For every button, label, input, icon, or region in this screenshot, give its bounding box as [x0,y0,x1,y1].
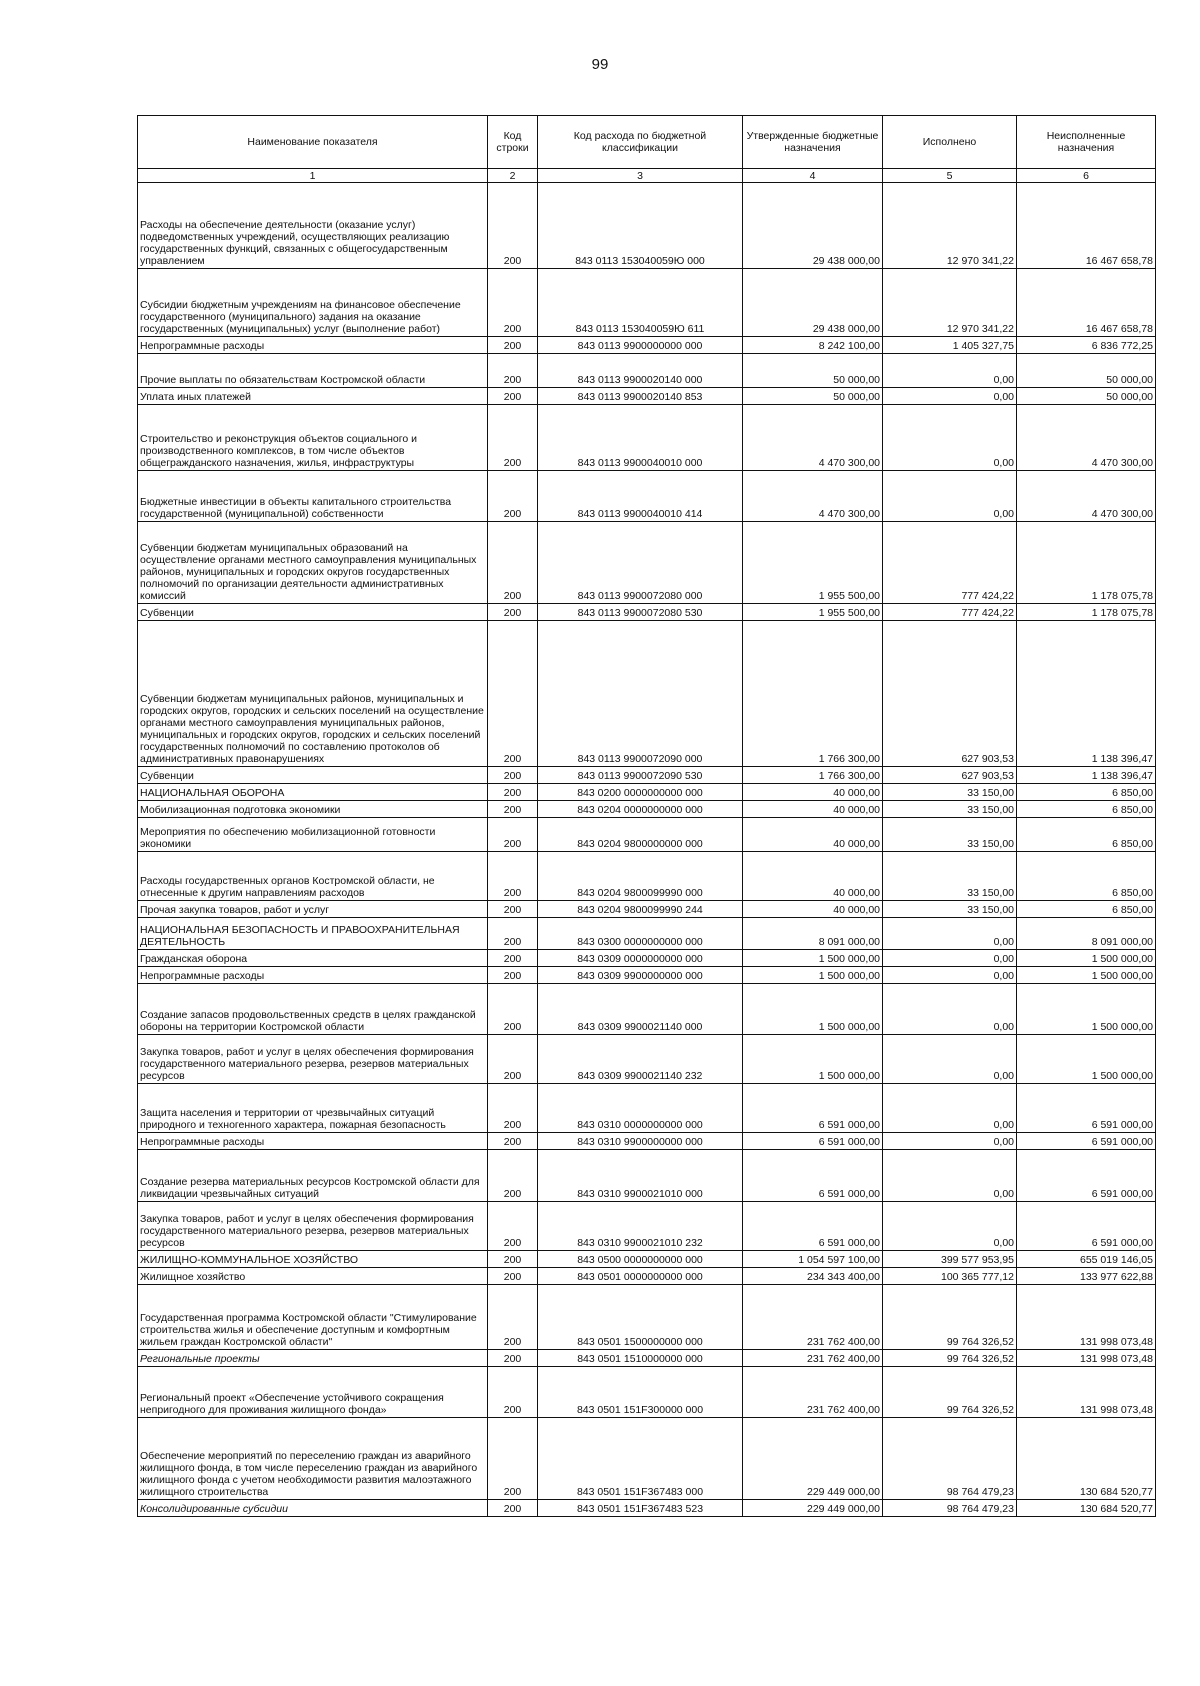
row-unexecuted-amount: 6 850,00 [1017,784,1156,801]
row-unexecuted-amount: 16 467 658,78 [1017,183,1156,269]
table-header-row [138,116,1156,169]
row-unexecuted-amount: 1 500 000,00 [1017,950,1156,967]
row-budget-code: 843 0113 9900072090 530 [538,767,743,784]
row-approved-amount: 6 591 000,00 [743,1202,883,1251]
row-indicator-name: Бюджетные инвестиции в объекты капитального строительства государственной (муниципальной) собственности [138,471,488,522]
row-budget-code: 843 0309 9900021140 000 [538,984,743,1035]
row-budget-code: 843 0113 9900040010 000 [538,405,743,471]
table-row [138,918,1156,950]
row-budget-code: 843 0113 9900000000 000 [538,337,743,354]
row-approved-amount: 8 091 000,00 [743,918,883,950]
row-code: 200 [488,967,538,984]
row-budget-code: 843 0113 153040059Ю 611 [538,269,743,337]
row-executed-amount: 33 150,00 [883,801,1017,818]
row-budget-code: 843 0310 9900021010 232 [538,1202,743,1251]
row-executed-amount: 99 764 326,52 [883,1367,1017,1418]
row-executed-amount: 627 903,53 [883,621,1017,767]
header-approved-appropriations: Утвержденные бюджетные назначения [743,116,883,169]
table-row [138,801,1156,818]
table-row [138,1202,1156,1251]
row-executed-amount: 99 764 326,52 [883,1285,1017,1350]
row-indicator-name: НАЦИОНАЛЬНАЯ ОБОРОНА [138,784,488,801]
row-code: 200 [488,405,538,471]
row-approved-amount: 40 000,00 [743,818,883,852]
row-budget-code: 843 0501 151F367483 523 [538,1500,743,1517]
table-row [138,388,1156,405]
row-approved-amount: 231 762 400,00 [743,1285,883,1350]
row-indicator-name: Создание резерва материальных ресурсов Костромской области для ликвидации чрезвычайных ситуаций [138,1150,488,1202]
row-budget-code: 843 0204 9800000000 000 [538,818,743,852]
row-unexecuted-amount: 6 591 000,00 [1017,1150,1156,1202]
row-code: 200 [488,388,538,405]
row-indicator-name: Прочая закупка товаров, работ и услуг [138,901,488,918]
row-code: 200 [488,1133,538,1150]
column-number: 2 [488,169,538,183]
row-unexecuted-amount: 133 977 622,88 [1017,1268,1156,1285]
row-executed-amount: 98 764 479,23 [883,1418,1017,1500]
row-approved-amount: 40 000,00 [743,901,883,918]
table-row [138,1285,1156,1350]
row-approved-amount: 231 762 400,00 [743,1350,883,1367]
row-code: 200 [488,818,538,852]
row-executed-amount: 99 764 326,52 [883,1350,1017,1367]
row-executed-amount: 0,00 [883,984,1017,1035]
table-row [138,1418,1156,1500]
row-executed-amount: 0,00 [883,1035,1017,1084]
row-approved-amount: 4 470 300,00 [743,471,883,522]
table-row [138,1268,1156,1285]
row-indicator-name: Непрограммные расходы [138,967,488,984]
row-indicator-name: Непрограммные расходы [138,1133,488,1150]
row-indicator-name: Субвенции бюджетам муниципальных образований на осуществление органами местного самоуправления муниципальных районов, муниципальных и городских округов государственных полномочий по организации деятельности административных комиссий [138,522,488,604]
row-executed-amount: 0,00 [883,1202,1017,1251]
row-budget-code: 843 0501 0000000000 000 [538,1268,743,1285]
table-row [138,1084,1156,1133]
row-unexecuted-amount: 6 591 000,00 [1017,1084,1156,1133]
row-code: 200 [488,784,538,801]
row-approved-amount: 1 500 000,00 [743,950,883,967]
row-approved-amount: 50 000,00 [743,354,883,388]
row-budget-code: 843 0113 9900072080 000 [538,522,743,604]
row-code: 200 [488,354,538,388]
row-budget-code: 843 0501 1510000000 000 [538,1350,743,1367]
table-row [138,1133,1156,1150]
table-row [138,784,1156,801]
row-budget-code: 843 0501 151F367483 000 [538,1418,743,1500]
row-indicator-name: Субвенции [138,604,488,621]
row-approved-amount: 6 591 000,00 [743,1150,883,1202]
row-executed-amount: 0,00 [883,950,1017,967]
row-budget-code: 843 0309 9900000000 000 [538,967,743,984]
row-indicator-name: Субвенции бюджетам муниципальных районов, муниципальных и городских округов, городских и сельских поселений на осуществление органами местного самоуправления муниципальных районов, муниципальных и городских округов, городских и сельских поселений государственных полномочий по составлению протоколов об административных правонарушениях [138,621,488,767]
row-budget-code: 843 0113 9900072090 000 [538,621,743,767]
table-row [138,183,1156,269]
table-row [138,405,1156,471]
row-unexecuted-amount: 6 850,00 [1017,818,1156,852]
row-approved-amount: 40 000,00 [743,852,883,901]
table-row [138,950,1156,967]
row-executed-amount: 0,00 [883,1150,1017,1202]
row-indicator-name: Расходы государственных органов Костромской области, не отнесенные к другим направлениям расходов [138,852,488,901]
row-executed-amount: 33 150,00 [883,818,1017,852]
row-approved-amount: 229 449 000,00 [743,1500,883,1517]
row-code: 200 [488,801,538,818]
row-budget-code: 843 0113 9900020140 000 [538,354,743,388]
table-row [138,604,1156,621]
row-approved-amount: 231 762 400,00 [743,1367,883,1418]
row-code: 200 [488,269,538,337]
row-executed-amount: 12 970 341,22 [883,183,1017,269]
row-budget-code: 843 0310 9900021010 000 [538,1150,743,1202]
row-approved-amount: 6 591 000,00 [743,1133,883,1150]
row-code: 200 [488,1035,538,1084]
row-executed-amount: 777 424,22 [883,604,1017,621]
row-approved-amount: 234 343 400,00 [743,1268,883,1285]
row-indicator-name: Создание запасов продовольственных средств в целях гражданской обороны на территории Костромской области [138,984,488,1035]
row-code: 200 [488,1268,538,1285]
row-budget-code: 843 0310 9900000000 000 [538,1133,743,1150]
column-number: 6 [1017,169,1156,183]
row-code: 200 [488,1500,538,1517]
row-indicator-name: Субсидии бюджетным учреждениям на финансовое обеспечение государственного (муниципального) задания на оказание государственных (муниципальных) услуг (выполнение работ) [138,269,488,337]
row-budget-code: 843 0501 151F300000 000 [538,1367,743,1418]
column-numbers-row [138,169,1156,183]
header-indicator-name: Наименование показателя [138,116,488,169]
table-row [138,1251,1156,1268]
row-code: 200 [488,1285,538,1350]
row-unexecuted-amount: 6 591 000,00 [1017,1202,1156,1251]
row-indicator-name: Региональные проекты [138,1350,488,1367]
table-row [138,984,1156,1035]
row-unexecuted-amount: 1 500 000,00 [1017,984,1156,1035]
row-executed-amount: 0,00 [883,388,1017,405]
row-indicator-name: Субвенции [138,767,488,784]
row-indicator-name: Гражданская оборона [138,950,488,967]
row-code: 200 [488,337,538,354]
row-unexecuted-amount: 6 591 000,00 [1017,1133,1156,1150]
row-executed-amount: 0,00 [883,1084,1017,1133]
row-indicator-name: Прочие выплаты по обязательствам Костромской области [138,354,488,388]
row-budget-code: 843 0204 9800099990 000 [538,852,743,901]
row-approved-amount: 1 500 000,00 [743,1035,883,1084]
row-approved-amount: 40 000,00 [743,801,883,818]
row-budget-code: 843 0310 0000000000 000 [538,1084,743,1133]
table-row [138,1500,1156,1517]
column-number: 5 [883,169,1017,183]
row-code: 200 [488,852,538,901]
table-row [138,1350,1156,1367]
row-executed-amount: 0,00 [883,405,1017,471]
row-executed-amount: 12 970 341,22 [883,269,1017,337]
row-approved-amount: 1 500 000,00 [743,967,883,984]
table-row [138,621,1156,767]
row-budget-code: 843 0501 1500000000 000 [538,1285,743,1350]
row-code: 200 [488,1150,538,1202]
row-code: 200 [488,522,538,604]
table-row [138,767,1156,784]
row-executed-amount: 33 150,00 [883,852,1017,901]
row-code: 200 [488,604,538,621]
row-unexecuted-amount: 4 470 300,00 [1017,471,1156,522]
row-unexecuted-amount: 6 850,00 [1017,852,1156,901]
row-executed-amount: 777 424,22 [883,522,1017,604]
row-indicator-name: Уплата иных платежей [138,388,488,405]
row-approved-amount: 1 766 300,00 [743,767,883,784]
row-executed-amount: 399 577 953,95 [883,1251,1017,1268]
row-approved-amount: 50 000,00 [743,388,883,405]
row-executed-amount: 33 150,00 [883,901,1017,918]
row-indicator-name: Закупка товаров, работ и услуг в целях обеспечения формирования государственного материального резерва, резервов материальных ресурсов [138,1202,488,1251]
row-indicator-name: Региональный проект «Обеспечение устойчивого сокращения непригодного для проживания жилищного фонда» [138,1367,488,1418]
row-code: 200 [488,1202,538,1251]
row-executed-amount: 0,00 [883,918,1017,950]
row-indicator-name: Непрограммные расходы [138,337,488,354]
row-approved-amount: 4 470 300,00 [743,405,883,471]
table-row [138,522,1156,604]
row-unexecuted-amount: 1 500 000,00 [1017,1035,1156,1084]
row-executed-amount: 0,00 [883,1133,1017,1150]
table-row [138,1150,1156,1202]
row-approved-amount: 1 500 000,00 [743,984,883,1035]
row-budget-code: 843 0309 9900021140 232 [538,1035,743,1084]
row-unexecuted-amount: 16 467 658,78 [1017,269,1156,337]
header-executed: Исполнено [883,116,1017,169]
row-budget-code: 843 0113 153040059Ю 000 [538,183,743,269]
row-unexecuted-amount: 1 138 396,47 [1017,621,1156,767]
table-row [138,1035,1156,1084]
row-executed-amount: 100 365 777,12 [883,1268,1017,1285]
row-approved-amount: 1 955 500,00 [743,604,883,621]
row-code: 200 [488,621,538,767]
table-row [138,337,1156,354]
table-row [138,354,1156,388]
row-code: 200 [488,1084,538,1133]
row-unexecuted-amount: 6 850,00 [1017,801,1156,818]
row-unexecuted-amount: 1 138 396,47 [1017,767,1156,784]
column-number: 4 [743,169,883,183]
row-executed-amount: 627 903,53 [883,767,1017,784]
row-approved-amount: 29 438 000,00 [743,183,883,269]
row-unexecuted-amount: 1 178 075,78 [1017,522,1156,604]
row-unexecuted-amount: 131 998 073,48 [1017,1367,1156,1418]
row-unexecuted-amount: 1 178 075,78 [1017,604,1156,621]
row-unexecuted-amount: 4 470 300,00 [1017,405,1156,471]
row-budget-code: 843 0500 0000000000 000 [538,1251,743,1268]
row-code: 200 [488,767,538,784]
table-row [138,471,1156,522]
row-approved-amount: 229 449 000,00 [743,1418,883,1500]
row-indicator-name: Закупка товаров, работ и услуг в целях обеспечения формирования государственного материального резерва, резервов материальных ресурсов [138,1035,488,1084]
row-code: 200 [488,984,538,1035]
row-code: 200 [488,1418,538,1500]
header-unexecuted-appropriations: Неисполненные назначения [1017,116,1156,169]
row-code: 200 [488,950,538,967]
row-code: 200 [488,1251,538,1268]
row-indicator-name: Мобилизационная подготовка экономики [138,801,488,818]
table-row [138,852,1156,901]
row-indicator-name: Мероприятия по обеспечению мобилизационной готовности экономики [138,818,488,852]
row-approved-amount: 1 054 597 100,00 [743,1251,883,1268]
row-unexecuted-amount: 50 000,00 [1017,388,1156,405]
row-indicator-name: Расходы на обеспечение деятельности (оказание услуг) подведомственных учреждений, осуществляющих реализацию государственных функций, связанных с общегосударственным управлением [138,183,488,269]
row-indicator-name: НАЦИОНАЛЬНАЯ БЕЗОПАСНОСТЬ И ПРАВООХРАНИТЕЛЬНАЯ ДЕЯТЕЛЬНОСТЬ [138,918,488,950]
table-row [138,967,1156,984]
table-row [138,269,1156,337]
budget-report-table [137,115,1156,1517]
row-code: 200 [488,918,538,950]
row-unexecuted-amount: 655 019 146,05 [1017,1251,1156,1268]
column-number: 3 [538,169,743,183]
row-indicator-name: Защита населения и территории от чрезвычайных ситуаций природного и техногенного характера, пожарная безопасность [138,1084,488,1133]
row-unexecuted-amount: 8 091 000,00 [1017,918,1156,950]
row-approved-amount: 40 000,00 [743,784,883,801]
row-budget-code: 843 0113 9900072080 530 [538,604,743,621]
row-unexecuted-amount: 130 684 520,77 [1017,1500,1156,1517]
page-number: 99 [591,56,609,73]
row-executed-amount: 0,00 [883,471,1017,522]
column-number: 1 [138,169,488,183]
row-unexecuted-amount: 131 998 073,48 [1017,1285,1156,1350]
row-code: 200 [488,471,538,522]
row-approved-amount: 6 591 000,00 [743,1084,883,1133]
row-executed-amount: 98 764 479,23 [883,1500,1017,1517]
row-indicator-name: Жилищное хозяйство [138,1268,488,1285]
row-approved-amount: 29 438 000,00 [743,269,883,337]
row-executed-amount: 0,00 [883,354,1017,388]
row-unexecuted-amount: 50 000,00 [1017,354,1156,388]
row-unexecuted-amount: 6 836 772,25 [1017,337,1156,354]
row-budget-code: 843 0309 0000000000 000 [538,950,743,967]
row-code: 200 [488,1350,538,1367]
row-code: 200 [488,183,538,269]
row-budget-code: 843 0204 9800099990 244 [538,901,743,918]
row-executed-amount: 0,00 [883,967,1017,984]
row-executed-amount: 1 405 327,75 [883,337,1017,354]
row-budget-code: 843 0300 0000000000 000 [538,918,743,950]
table-row [138,1367,1156,1418]
table-row [138,818,1156,852]
row-budget-code: 843 0200 0000000000 000 [538,784,743,801]
header-budget-classification-code: Код расхода по бюджетной классификации [538,116,743,169]
table-row [138,901,1156,918]
table-body [138,183,1156,1517]
row-indicator-name: ЖИЛИЩНО-КОММУНАЛЬНОЕ ХОЗЯЙСТВО [138,1251,488,1268]
row-approved-amount: 8 242 100,00 [743,337,883,354]
row-indicator-name: Строительство и реконструкция объектов социального и производственного комплексов, в том числе объектов общегражданского назначения, жилья, инфраструктуры [138,405,488,471]
row-unexecuted-amount: 130 684 520,77 [1017,1418,1156,1500]
row-code: 200 [488,901,538,918]
row-budget-code: 843 0204 0000000000 000 [538,801,743,818]
row-indicator-name: Консолидированные субсидии [138,1500,488,1517]
row-code: 200 [488,1367,538,1418]
row-indicator-name: Обеспечение мероприятий по переселению граждан из аварийного жилищного фонда, в том числе переселению граждан из аварийного жилищного фонда с учетом необходимости развития малоэтажного жилищного строительства [138,1418,488,1500]
row-budget-code: 843 0113 9900040010 414 [538,471,743,522]
row-executed-amount: 33 150,00 [883,784,1017,801]
header-row-code: Код строки [488,116,538,169]
row-unexecuted-amount: 131 998 073,48 [1017,1350,1156,1367]
row-unexecuted-amount: 1 500 000,00 [1017,967,1156,984]
row-approved-amount: 1 955 500,00 [743,522,883,604]
row-indicator-name: Государственная программа Костромской области "Стимулирование строительства жилья и обеспечение доступным и комфортным жильем граждан Костромской области" [138,1285,488,1350]
row-budget-code: 843 0113 9900020140 853 [538,388,743,405]
row-approved-amount: 1 766 300,00 [743,621,883,767]
row-unexecuted-amount: 6 850,00 [1017,901,1156,918]
